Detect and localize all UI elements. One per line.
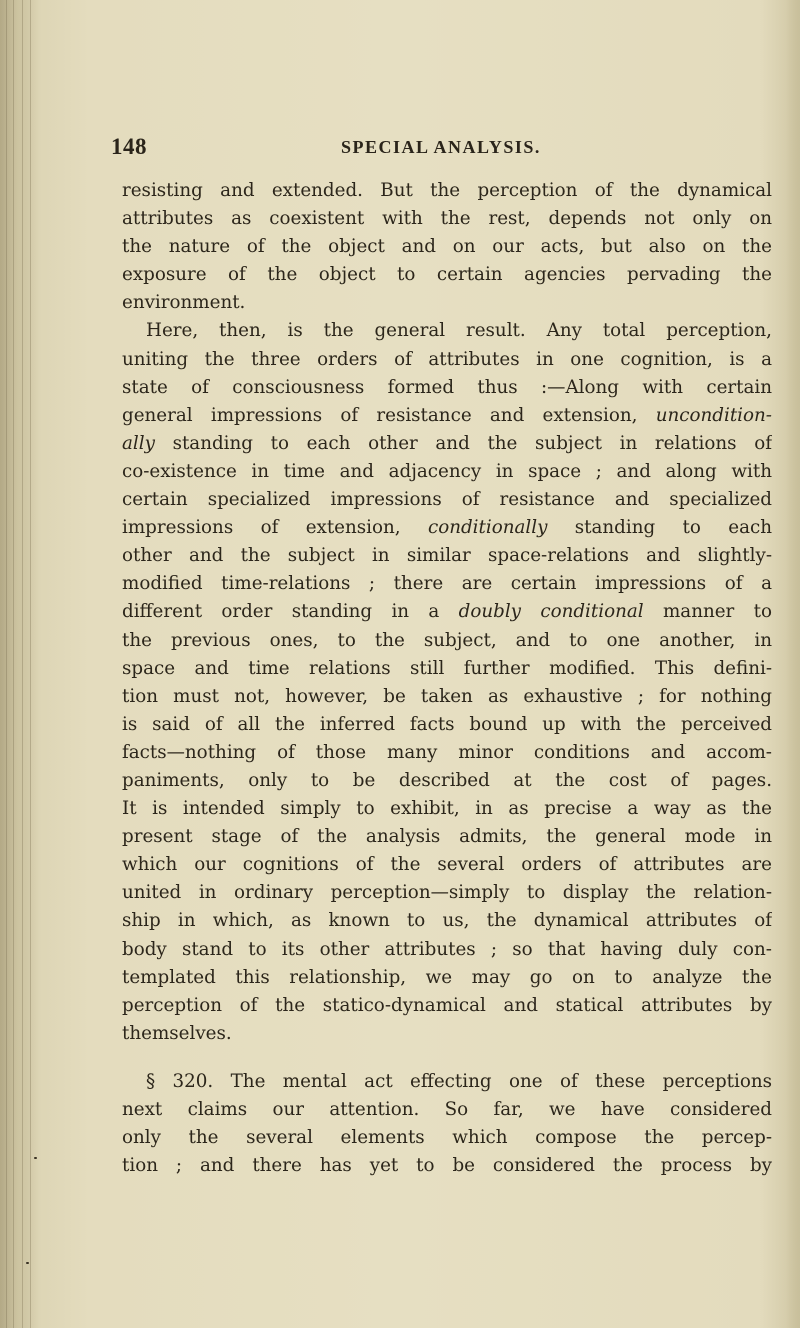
text-line: which our cognitions of the several orders of attributes are — [122, 854, 772, 876]
text-line: the nature of the object and on our acts, but also on the — [122, 236, 772, 258]
text-line: modified time-relations ; there are certain impressions of a — [122, 573, 772, 595]
text-line: themselves. — [122, 1022, 232, 1044]
text-line: It is intended simply to exhibit, in as precise a way as the — [122, 798, 772, 820]
page-header — [111, 134, 761, 166]
text-line: body stand to its other attributes ; so that having duly con- — [122, 938, 772, 960]
text-line: attributes as coexistent with the rest, depends not only on — [122, 208, 772, 230]
paper-speck — [34, 1157, 37, 1159]
text-line: exposure of the object to certain agencies pervading the — [122, 264, 772, 286]
text-line: impressions of extension, conditionally standing to each — [122, 517, 772, 539]
paper-speck — [26, 1262, 29, 1264]
gutter-line — [6, 0, 7, 1328]
text-line: paniments, only to be described at the cost of pages. — [122, 769, 772, 791]
text-line: § 320. The mental act effecting one of these perceptions — [146, 1070, 772, 1092]
text-line: other and the subject in similar space-relations and slightly- — [122, 545, 772, 567]
text-line: templated this relationship, we may go on to analyze the — [122, 966, 772, 988]
text-line: ship in which, as known to us, the dynamical attributes of — [122, 910, 772, 932]
page-right-edge — [786, 0, 800, 1328]
text-line: different order standing in a doubly conditional manner to — [122, 601, 772, 623]
gutter-line — [13, 0, 14, 1328]
text-line: next claims our attention. So far, we have considered — [122, 1099, 772, 1120]
text-line: certain specialized impressions of resistance and specialized — [122, 489, 772, 511]
page-number: 148 — [111, 134, 147, 159]
text-line: perception of the statico-dynamical and statical attributes by — [122, 994, 772, 1016]
text-line: tion ; and there has yet to be considered the process by — [122, 1155, 772, 1177]
text-line: present stage of the analysis admits, the general mode in — [122, 826, 772, 848]
text-line: space and time relations still further modified. This defini- — [122, 657, 772, 679]
text-line: environment. — [122, 292, 246, 314]
text-line: the previous ones, to the subject, and to one another, in — [122, 629, 772, 651]
running-head: SPECIAL ANALYSIS. — [341, 137, 541, 157]
text-line: ally standing to each other and the subject in relations of — [122, 432, 772, 454]
text-line: co-existence in time and adjacency in space ; and along with — [122, 460, 772, 482]
text-line: is said of all the inferred facts bound up with the perceived — [122, 713, 772, 735]
paragraph-gap — [122, 1048, 772, 1068]
text-line: united in ordinary perception—simply to display the relation- — [122, 882, 772, 904]
text-line: Here, then, is the general result. Any total perception, — [146, 320, 772, 342]
body-text — [122, 177, 772, 1180]
text-line: resisting and extended. But the perception of the dynamical — [122, 180, 772, 201]
text-line: only the several elements which compose the percep- — [122, 1127, 772, 1149]
text-line: facts—nothing of those many minor conditions and accom- — [122, 741, 772, 763]
text-line: uniting the three orders of attributes in one cognition, is a — [122, 348, 772, 370]
text-line: general impressions of resistance and extension, uncondition- — [122, 404, 772, 426]
gutter-line — [30, 0, 31, 1328]
text-line: state of consciousness formed thus :—Along with certain — [122, 376, 772, 398]
gutter-line — [22, 0, 23, 1328]
text-line: tion must not, however, be taken as exhaustive ; for nothing — [122, 685, 772, 707]
